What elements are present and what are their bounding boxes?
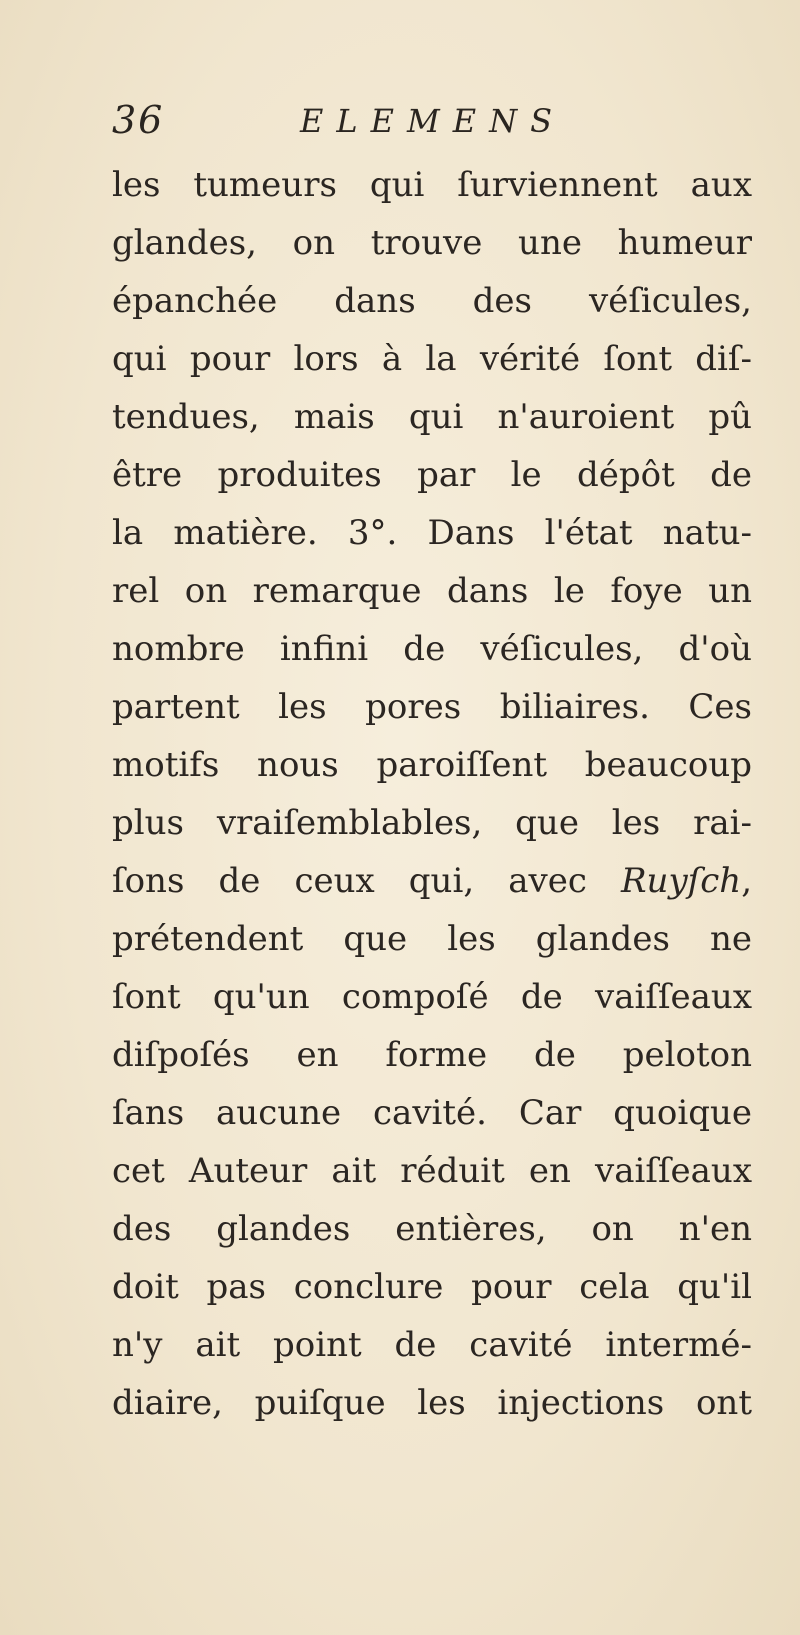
text-line: tendues, mais qui n'auroient pû: [112, 397, 752, 437]
text-line: plus vraiſemblables, que les rai-: [112, 803, 752, 843]
text-line: ſons de ceux qui, avec Ruyſch,: [112, 861, 752, 901]
text-line: cet Auteur ait réduit en vaiſſeaux: [112, 1151, 752, 1191]
text-line: épanchée dans des véſicules,: [112, 281, 752, 321]
text-line: être produites par le dépôt de: [112, 455, 752, 495]
body-text: [112, 156, 752, 1432]
text-line: ſans aucune cavité. Car quoique: [112, 1093, 752, 1133]
text-line: diſpoſés en forme de peloton: [112, 1035, 752, 1075]
text-line: motifs nous paroiſſent beaucoup: [112, 745, 752, 785]
text-line: glandes, on trouve une humeur: [112, 223, 752, 263]
text-line: qui pour lors à la vérité ſont diſ-: [112, 339, 752, 379]
text-line: n'y ait point de cavité intermé-: [112, 1325, 752, 1365]
text-line: des glandes entières, on n'en: [112, 1209, 752, 1249]
text-line: nombre infini de véſicules, d'où: [112, 629, 752, 669]
page-number: 36: [112, 98, 165, 142]
text-line: la matière. 3°. Dans l'état natu-: [112, 513, 752, 553]
text-line: partent les pores biliaires. Ces: [112, 687, 752, 727]
text-line: rel on remarque dans le foye un: [112, 571, 752, 611]
text-line: doit pas conclure pour cela qu'il: [112, 1267, 752, 1307]
text-line: ſont qu'un compoſé de vaiſſeaux: [112, 977, 752, 1017]
text-line: prétendent que les glandes ne: [112, 919, 752, 959]
italic-name: Ruyſch: [620, 861, 742, 901]
text-line: les tumeurs qui ſurviennent aux: [112, 165, 752, 205]
page-header: [112, 98, 712, 148]
text-line: diaire, puiſque les injections ont: [112, 1383, 752, 1423]
running-head: ELEMENS: [300, 102, 566, 140]
